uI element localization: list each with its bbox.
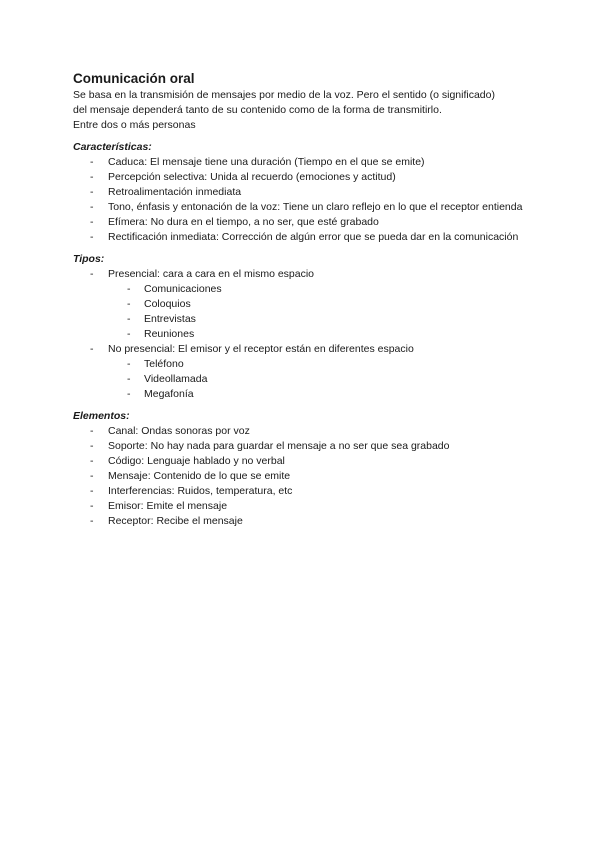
list-item: - Interferencias: Ruidos, temperatura, etc: [73, 484, 533, 499]
list-item: - Canal: Ondas sonoras por voz: [73, 424, 533, 439]
list-item: - Tono, énfasis y entonación de la voz: Tiene un claro reflejo en lo que el receptor entienda: [73, 200, 533, 215]
sublist-item: - Videollamada: [73, 372, 533, 387]
elementos-heading: Elementos:: [73, 410, 130, 422]
list-item-presencial: - Presencial: cara a cara en el mismo espacio: [73, 267, 533, 282]
sublist-item: - Comunicaciones: [73, 282, 533, 297]
list-item: - Caduca: El mensaje tiene una duración (Tiempo en el que se emite): [73, 155, 533, 170]
list-item: - Código: Lenguaje hablado y no verbal: [73, 454, 533, 469]
intro-line: Entre dos o más personas: [73, 119, 196, 131]
sublist-item: - Coloquios: [73, 297, 533, 312]
caracteristicas-list: [73, 155, 533, 245]
elementos-list: [73, 424, 533, 529]
sublist-item: - Reuniones: [73, 327, 533, 342]
caracteristicas-heading: Características:: [73, 141, 152, 153]
list-item: - Soporte: No hay nada para guardar el mensaje a no ser que sea grabado: [73, 439, 533, 454]
sublist-item: - Megafonía: [73, 387, 533, 402]
list-item: - Retroalimentación inmediata: [73, 185, 533, 200]
sublist-item: - Teléfono: [73, 357, 533, 372]
list-item: - Receptor: Recibe el mensaje: [73, 514, 533, 529]
intro-line: Se basa en la transmisión de mensajes por medio de la voz. Pero el sentido (o significado): [73, 89, 495, 101]
tipos-list-cont: [73, 342, 533, 357]
sublist-item: - Entrevistas: [73, 312, 533, 327]
intro-line: del mensaje dependerá tanto de su contenido como de la forma de transmitirlo.: [73, 104, 442, 116]
document-content: [73, 71, 533, 529]
list-item: - Emisor: Emite el mensaje: [73, 499, 533, 514]
list-item: - Mensaje: Contenido de lo que se emite: [73, 469, 533, 484]
document-title: Comunicación oral: [73, 71, 195, 86]
list-item: - Rectificación inmediata: Corrección de algún error que se pueda dar en la comunicación: [73, 230, 533, 245]
list-item: - Percepción selectiva: Unida al recuerdo (emociones y actitud): [73, 170, 533, 185]
tipos-heading: Tipos:: [73, 253, 105, 265]
tipos-list: [73, 267, 533, 282]
list-item-no-presencial: - No presencial: El emisor y el receptor están en diferentes espacio: [73, 342, 533, 357]
list-item: - Efímera: No dura en el tiempo, a no ser, que esté grabado: [73, 215, 533, 230]
presencial-sublist: [73, 282, 533, 342]
no-presencial-sublist: [73, 357, 533, 402]
